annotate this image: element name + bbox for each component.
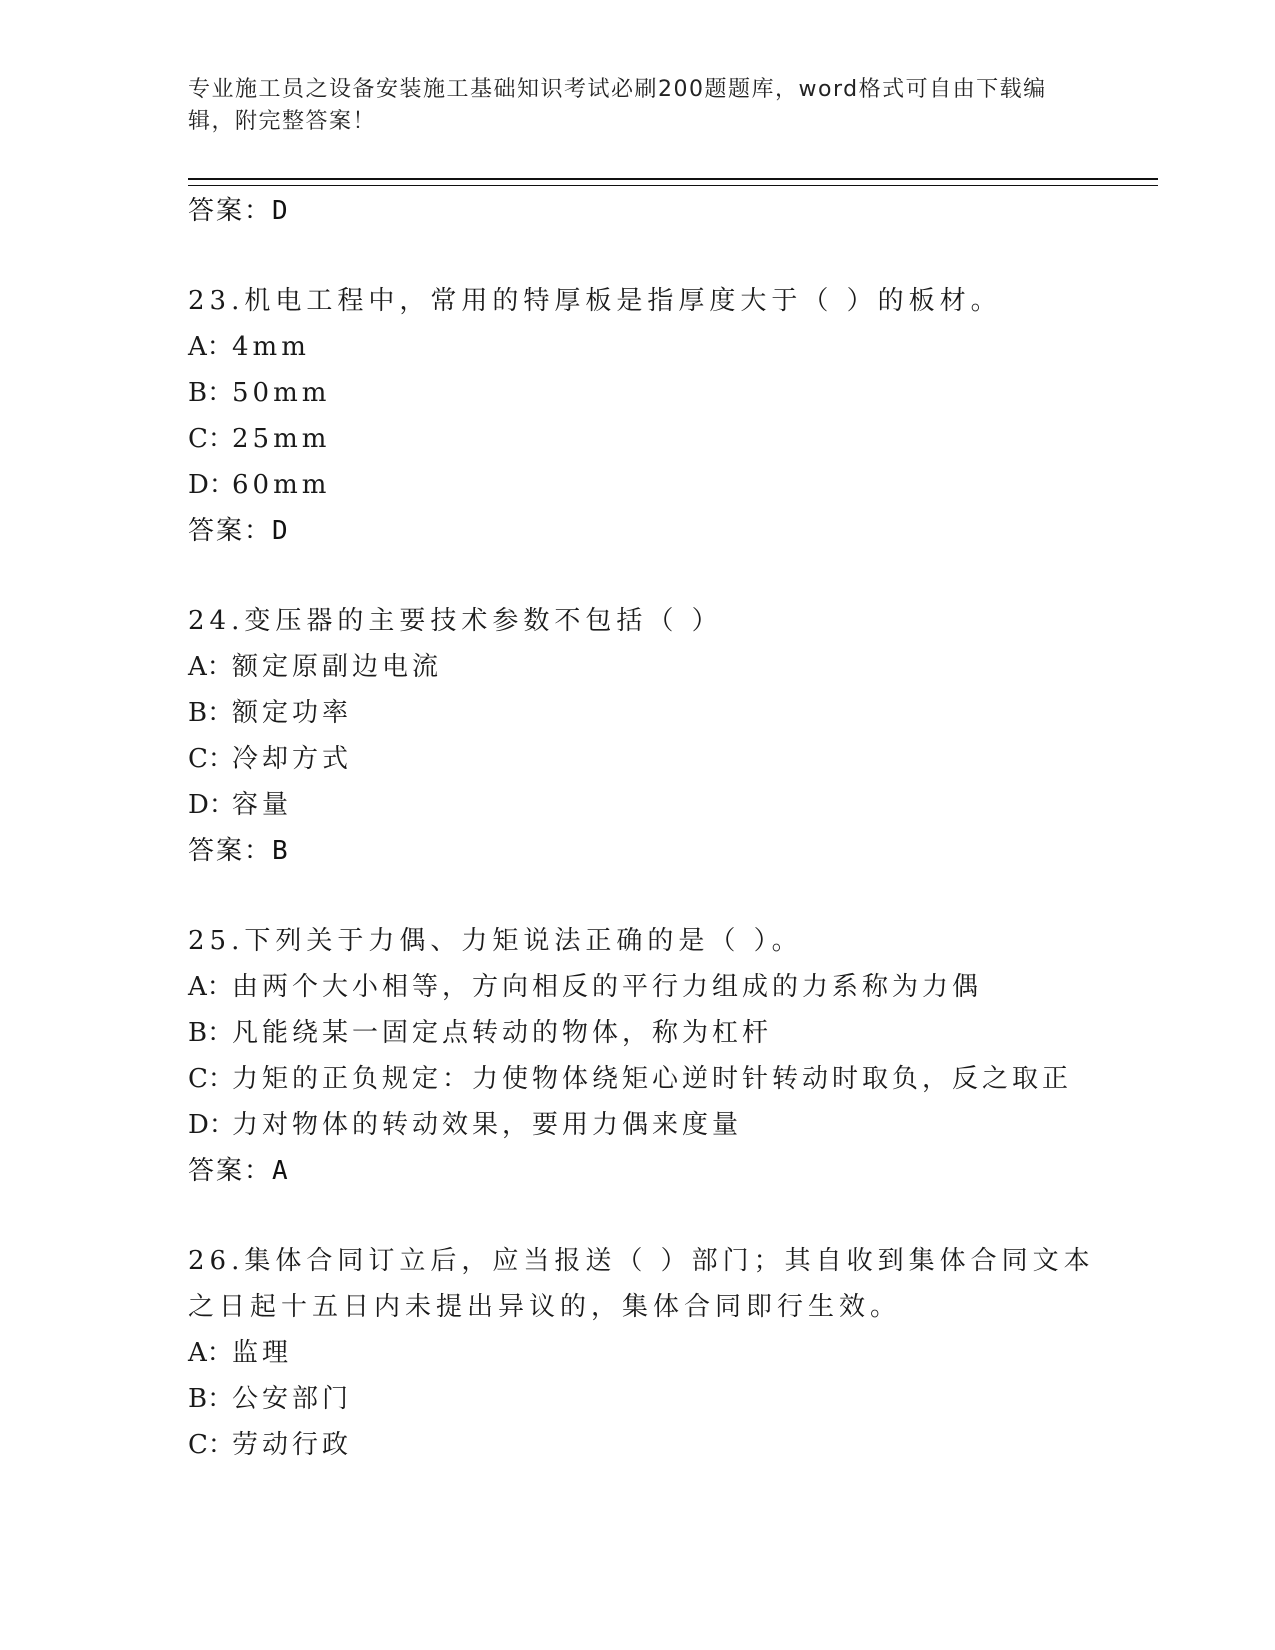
- question-stem: 23.机电工程中，常用的特厚板是指厚度大于（ ）的板材。: [188, 286, 1002, 316]
- option-key: C：: [188, 1430, 234, 1460]
- option-key: A：: [188, 652, 233, 682]
- option-key: D：: [188, 790, 235, 820]
- option-text: 50mm: [232, 378, 331, 408]
- option-text: 公安部门: [232, 1384, 353, 1414]
- question-stem: 25.下列关于力偶、力矩说法正确的是（ ）。: [188, 926, 803, 956]
- option-text: 凡能绕某一固定点转动的物体，称为杠杆: [232, 1018, 773, 1048]
- answer-line: [188, 1148, 1108, 1194]
- answer-value: D: [272, 516, 289, 546]
- option-key: C：: [188, 744, 234, 774]
- answer-label: 答案：: [188, 196, 273, 226]
- option-text: 25mm: [232, 424, 331, 454]
- answer-line: [188, 508, 1108, 554]
- option-key: C：: [188, 424, 234, 454]
- option-c: [188, 736, 1108, 782]
- option-c: [188, 1056, 1108, 1102]
- option-key: D：: [188, 470, 235, 500]
- option-text: 冷却方式: [232, 744, 353, 774]
- option-text: 4mm: [232, 332, 310, 362]
- answer-value: D: [272, 196, 289, 226]
- option-a: [188, 1330, 1108, 1376]
- question-stem: 24.变压器的主要技术参数不包括（ ）: [188, 606, 723, 636]
- option-b: [188, 1010, 1108, 1056]
- option-b: [188, 1376, 1108, 1422]
- answer-label: 答案：: [188, 836, 273, 866]
- option-text: 额定原副边电流: [232, 652, 443, 682]
- option-text: 60mm: [232, 470, 331, 500]
- option-b: [188, 370, 1108, 416]
- option-text: 劳动行政: [232, 1430, 353, 1460]
- option-text: 力矩的正负规定：力使物体绕矩心逆时针转动时取负，反之取正: [232, 1064, 1073, 1094]
- option-d: [188, 462, 1108, 508]
- option-text: 监理: [232, 1338, 293, 1368]
- spacer: [188, 554, 1108, 598]
- option-text: 额定功率: [232, 698, 353, 728]
- document-header: 专业施工员之设备安装施工基础知识考试必刷200题题库，word格式可自由下载编辑，附完整答案！: [188, 77, 1047, 134]
- option-key: B：: [188, 1018, 234, 1048]
- answer-line: [188, 188, 1108, 234]
- option-d: [188, 782, 1108, 828]
- option-key: D：: [188, 1110, 235, 1140]
- option-d: [188, 1102, 1108, 1148]
- answer-value: B: [272, 836, 289, 866]
- option-text: 力对物体的转动效果，要用力偶来度量: [232, 1110, 743, 1140]
- option-key: C：: [188, 1064, 234, 1094]
- answer-label: 答案：: [188, 516, 273, 546]
- option-c: [188, 416, 1108, 462]
- spacer: [188, 1194, 1108, 1238]
- option-key: B：: [188, 1384, 234, 1414]
- option-a: [188, 324, 1108, 370]
- question-stem: 26.集体合同订立后，应当报送（ ）部门；其自收到集体合同文本之日起十五日内未提出异议的，集体合同即行生效。: [188, 1246, 1095, 1322]
- answer-label: 答案：: [188, 1156, 273, 1186]
- option-text: 容量: [232, 790, 293, 820]
- answer-value: A: [272, 1156, 289, 1186]
- option-a: [188, 964, 1108, 1010]
- option-key: A：: [188, 1338, 233, 1368]
- question-list: [188, 188, 1108, 1468]
- option-key: B：: [188, 378, 234, 408]
- spacer: [188, 874, 1108, 918]
- option-text: 由两个大小相等，方向相反的平行力组成的力系称为力偶: [232, 972, 983, 1002]
- option-b: [188, 690, 1108, 736]
- option-c: [188, 1422, 1108, 1468]
- option-a: [188, 644, 1108, 690]
- option-key: A：: [188, 972, 233, 1002]
- spacer: [188, 234, 1108, 278]
- option-key: B：: [188, 698, 234, 728]
- answer-line: [188, 828, 1108, 874]
- option-key: A：: [188, 332, 233, 362]
- header-divider: [188, 178, 1158, 186]
